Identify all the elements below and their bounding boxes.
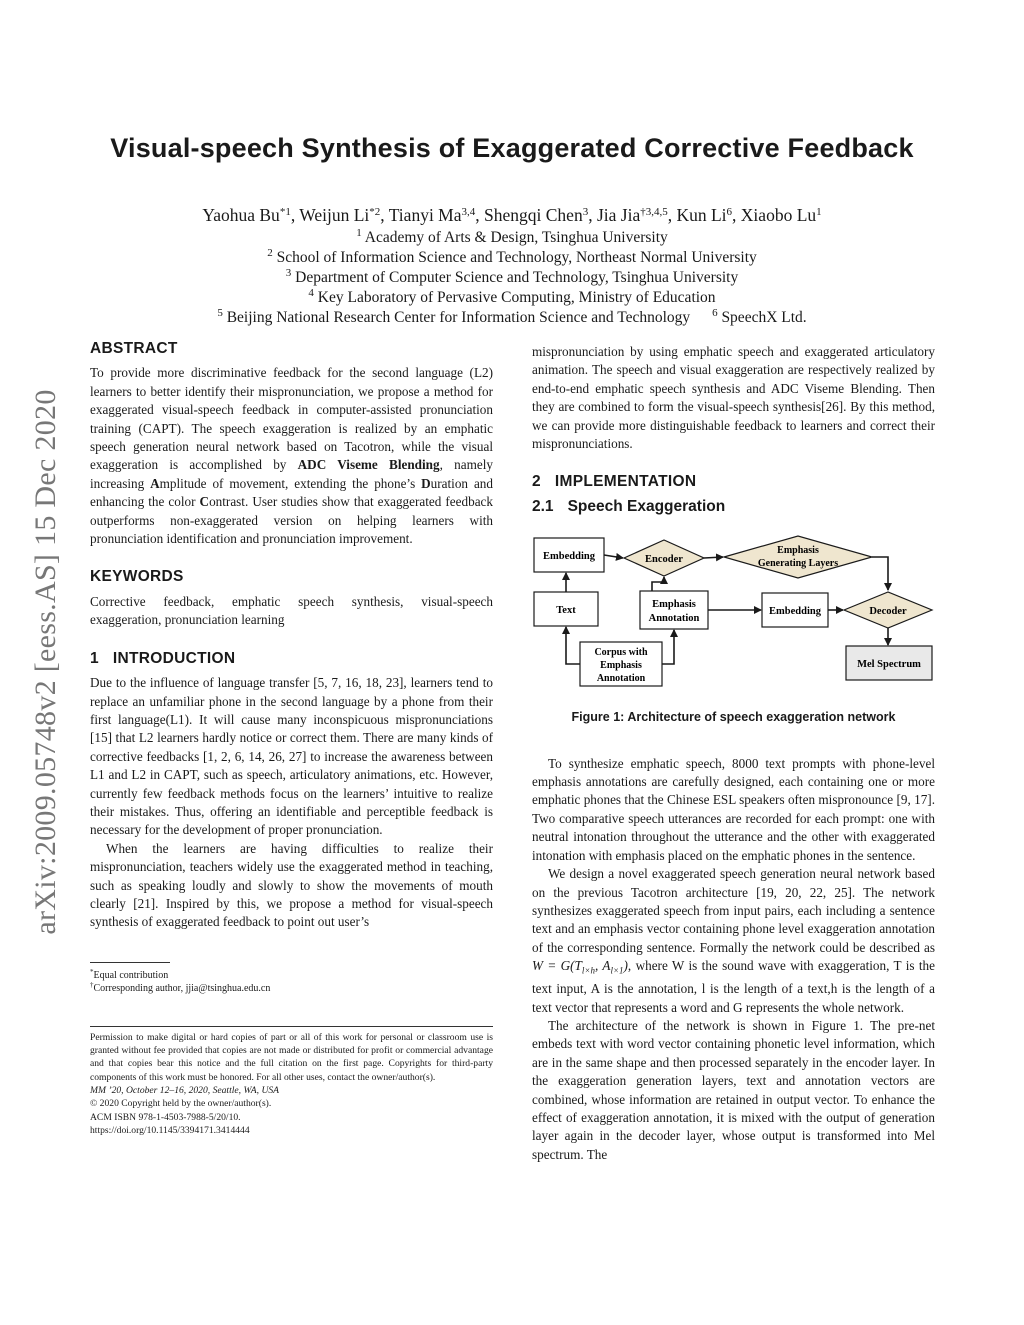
embedding-label-2: Embedding — [769, 606, 821, 618]
author-mark: *1 — [279, 206, 291, 218]
emphasis-annotation-label-2: Annotation — [648, 613, 700, 625]
section-number: 2 — [532, 473, 541, 491]
decoder-label: Decoder — [869, 606, 907, 618]
conference-venue: MM ’20, October 12–16, 2020, Seattle, WA, USA — [90, 1084, 280, 1096]
author-name: Kun Li — [676, 205, 727, 225]
paragraph-part: We design a novel exaggerated speech generation neural network based on the previous Tacotron architecture [19, 20, 22, 25]. The network synthesizes exaggerated speech from input pairs, each including a sentence text and an emphasis vector containing phone level exaggeration annotation of the corresponding sentence. Formally the network could be described as — [532, 866, 935, 955]
affiliation-list — [0, 228, 1024, 328]
footnote-equal — [90, 969, 493, 983]
affiliation-text: School of Information Science and Technology, Northeast Normal University — [276, 249, 757, 266]
emphasis-generating-diamond — [724, 536, 872, 578]
abstract-text — [90, 364, 493, 548]
affiliation — [0, 268, 1024, 288]
author-mark: 1 — [816, 206, 822, 218]
speech-paragraph-1: To synthesize emphatic speech, 8000 text prompts with phone-level emphasis annotations are carefully designed, each containing one or more emphatic phones that the Chinese ESL speakers often mispronounce [9, 17]. Two comparative speech utterances are recorded for each prompt: one with neutral intonation throughout the utterance and the other with exaggerated intonation with emphasis placed on the emphatic phones in the sentence. — [532, 755, 935, 863]
abstract-part: uration and enhancing the color — [90, 475, 493, 510]
affiliation-text: Key Laboratory of Pervasive Computing, Ministry of Education — [317, 289, 716, 306]
embedding-label-1: Embedding — [543, 551, 595, 563]
abstract-part: , namely increasing — [90, 457, 494, 491]
abstract-heading: ABSTRACT — [90, 340, 178, 357]
author-name: Weijun Li — [299, 205, 370, 225]
affiliation-number: 1 — [356, 227, 362, 239]
emphasis-annotation-label-1: Emphasis — [652, 599, 696, 611]
paper-title: Visual-speech Synthesis of Exaggerated Corrective Feedback — [110, 133, 914, 163]
abstract-letter-c: C — [199, 494, 210, 510]
footnote-text: Equal contribution — [93, 969, 169, 981]
formula — [532, 958, 628, 976]
keywords-text: Corrective feedback, emphatic speech synthesis, visual-speech exaggeration, pronunciation learning — [90, 593, 493, 628]
affiliation — [0, 228, 1024, 248]
figure-architecture — [532, 534, 935, 694]
intro-paragraph-1: Due to the influence of language transfer [5, 7, 16, 18, 23], learners tend to replace an unfamiliar phone in the second language by a phone from their first language(L1). It will cause many inconspicuous mispronunciations [15] that L2 learners hardly notice or correct them. There are many kinds of corrective feedbacks [1, 2, 6, 14, 26, 27] to increase the awareness between L1 and L2 in CAPT, such as speech, articulatory animations, etc. However, currently few feedback methods focus on the learners’ intuitive to realize their mistakes. Thus, offering an identifiable and perceptible feedback is necessary for the development of proper pronunciation. — [90, 675, 493, 838]
footnote-mark: † — [90, 981, 94, 990]
footnote-corresponding — [90, 982, 493, 996]
arrow-embedding-encoder — [604, 555, 623, 558]
author-mark: 3 — [582, 206, 589, 218]
footnote-text: Corresponding author, jjia@tsinghua.edu.cn — [93, 983, 271, 995]
affiliation-text: Beijing National Research Center for Information Science and Technology — [226, 309, 691, 326]
affiliation-number: 6 — [712, 307, 718, 319]
intro-continuation: mispronunciation by using emphatic speech and exaggerated articulatory animation. The speech and visual exaggeration are respectively realized by end-to-end emphatic speech synthesis and ADC Viseme Blending. Then they are combined to form the visual-speech synthesis[26]. By this method, we can provide more distinguishable feedback to learners and correct their mispronunciations. — [532, 344, 935, 452]
affiliation-text: SpeechX Ltd. — [721, 309, 807, 326]
affiliation-number: 5 — [217, 307, 223, 319]
section-title: IMPLEMENTATION — [554, 473, 697, 491]
affiliation-text: Department of Computer Science and Technology, Tsinghua University — [295, 269, 739, 286]
arrow-corpus-text — [566, 627, 580, 664]
encoder-label: Encoder — [645, 554, 683, 566]
arxiv-sidebar — [29, 342, 62, 982]
affiliation-text: Academy of Arts & Design, Tsinghua University — [364, 229, 668, 246]
affiliation — [712, 309, 807, 326]
author-name: Xiaobo Lu — [740, 205, 817, 225]
permission-text: Permission to make digital or hard copies of part or all of this work for personal or classroom use is granted without fee provided that copies are not made or distributed for profit or commercial advantage and that copies bear this notice and the full citation on the first page. Copyrights for third-party components of this work must be honored. For all other uses, contact the owner/author(s). — [90, 1031, 493, 1083]
affiliation-row — [0, 308, 1024, 328]
formula-part: ) — [623, 958, 628, 974]
author-mark: *2 — [369, 206, 381, 218]
abstract-part: ontrast. User studies show that exaggerated feedback outperforms non-exaggerated version on helping learners with pronunciation identification and pronunciation improvement. — [90, 494, 493, 547]
footnote-mark: * — [90, 967, 94, 976]
abstract-part: To provide more discriminative feedback for the second language (L2) learners to better identify their mispronunciation, we propose a method for exaggerated visual-speech feedback in computer-assisted pronunciation training (CAPT). The speech exaggeration is realized by an emphatic speech generation neural network based on Tacotron, while the visual exaggeration is accomplished by — [90, 365, 493, 473]
author-name: Jia Jia — [596, 205, 641, 225]
arrow-annotation-encoder — [652, 577, 664, 591]
formula-part: , A — [594, 958, 611, 974]
figure-caption: Figure 1: Architecture of speech exaggeration network — [571, 710, 896, 725]
author-name: Yaohua Bu — [202, 205, 280, 225]
text-label: Text — [556, 605, 576, 617]
affiliation-number: 3 — [285, 267, 292, 279]
arrow-emphasis-decoder — [872, 557, 888, 590]
formula-part: W = G(T — [532, 958, 582, 974]
isbn-line: ACM ISBN 978-1-4503-7988-5/20/10. — [90, 1111, 241, 1123]
corpus-label-2: Emphasis — [600, 660, 642, 672]
formula-subscript: l×1 — [610, 965, 624, 976]
arrow-encoder-emphasis — [704, 557, 723, 558]
emphasis-generating-label-2: Generating Layers — [757, 558, 839, 570]
right-column — [532, 343, 935, 1164]
author-name: Shengqi Chen — [484, 205, 583, 225]
abstract-letter-d: D — [421, 475, 431, 491]
affiliation — [0, 288, 1024, 308]
subsection-number: 2.1 — [532, 497, 554, 515]
author-mark: 3,4 — [461, 206, 476, 218]
author-mark: 6 — [726, 206, 733, 218]
corpus-label-1: Corpus with — [594, 647, 648, 659]
speech-paragraph-2 — [532, 865, 935, 1017]
doi-link[interactable]: https://doi.org/10.1145/3394171.3414444 — [90, 1124, 250, 1136]
left-column — [90, 340, 493, 1137]
paragraph-part: , where W is the sound wave with exaggeration, T is the text input, A is the annotation, l is the length of a text,h is the length of a text vector that represents a word and G represents the whole network. — [532, 958, 935, 1015]
affiliation — [217, 309, 690, 326]
architecture-diagram — [532, 534, 935, 694]
arxiv-identifier: arXiv:2009.05748v2 [eess.AS] 15 Dec 2020 — [29, 389, 62, 935]
abstract-letter-a: A — [150, 475, 160, 491]
arrow-corpus-annotation — [662, 630, 674, 664]
author-list: Yaohua Bu$^{*1}$, Weijun Li$^{*2}$, Tianyi Ma$^{3,4}$, Shengqi Chen$^3$, Jia Jia$^{\dagger 3,4,5}$, Kun Li$^6$, Xiaobo Lu$^1$ — [202, 205, 822, 225]
section-number: 1 — [90, 649, 99, 667]
intro-heading — [90, 650, 493, 668]
affiliation — [0, 248, 1024, 268]
speech-paragraph-3: The architecture of the network is shown in Figure 1. The pre-net embeds text with word vector containing phonetic level information, which are in the same shape and then processed separately in the encoder layer. In the exaggeration generation layers, text and annotation vectors are combined, whose information are retained in output vector. To enhance the effect of exaggeration annotation, it is mixed with the output of generation layer again in the decoder layer, whose output is transformed into Mel spectrum. The — [532, 1017, 935, 1162]
affiliation-number: 4 — [308, 287, 314, 299]
subsection-title: Speech Exaggeration — [567, 497, 726, 515]
abstract-adc: ADC Viseme Blending — [297, 457, 440, 473]
section-title: INTRODUCTION — [112, 649, 236, 667]
mel-spectrum-label: Mel Spectrum — [857, 659, 921, 671]
abstract-part: mplitude of movement, extending the phone’s — [159, 475, 422, 491]
author-name: Tianyi Ma — [388, 205, 462, 225]
intro-paragraph-2: When the learners are having difficulties to realize their mispronunciation, teachers widely use the exaggerated method in teaching, such as speaking loudly and slowly to show the movements of mouth clearly [21]. Inspired by this, we propose a method for visual-speech synthesis of exaggerated feedback to point out user’s — [90, 840, 493, 930]
implementation-heading — [532, 473, 935, 491]
subsection-heading — [532, 498, 935, 516]
keywords-heading: KEYWORDS — [90, 568, 184, 586]
corpus-label-3: Annotation — [596, 673, 646, 685]
permission-block — [90, 1026, 493, 1137]
author-mark: †3,4,5 — [640, 206, 668, 218]
formula-subscript: l×h — [581, 965, 595, 976]
emphasis-generating-label-1: Emphasis — [777, 545, 819, 557]
copyright-line: © 2020 Copyright held by the owner/author(s). — [90, 1098, 272, 1110]
footnotes — [90, 962, 493, 996]
affiliation-number: 2 — [267, 247, 273, 259]
